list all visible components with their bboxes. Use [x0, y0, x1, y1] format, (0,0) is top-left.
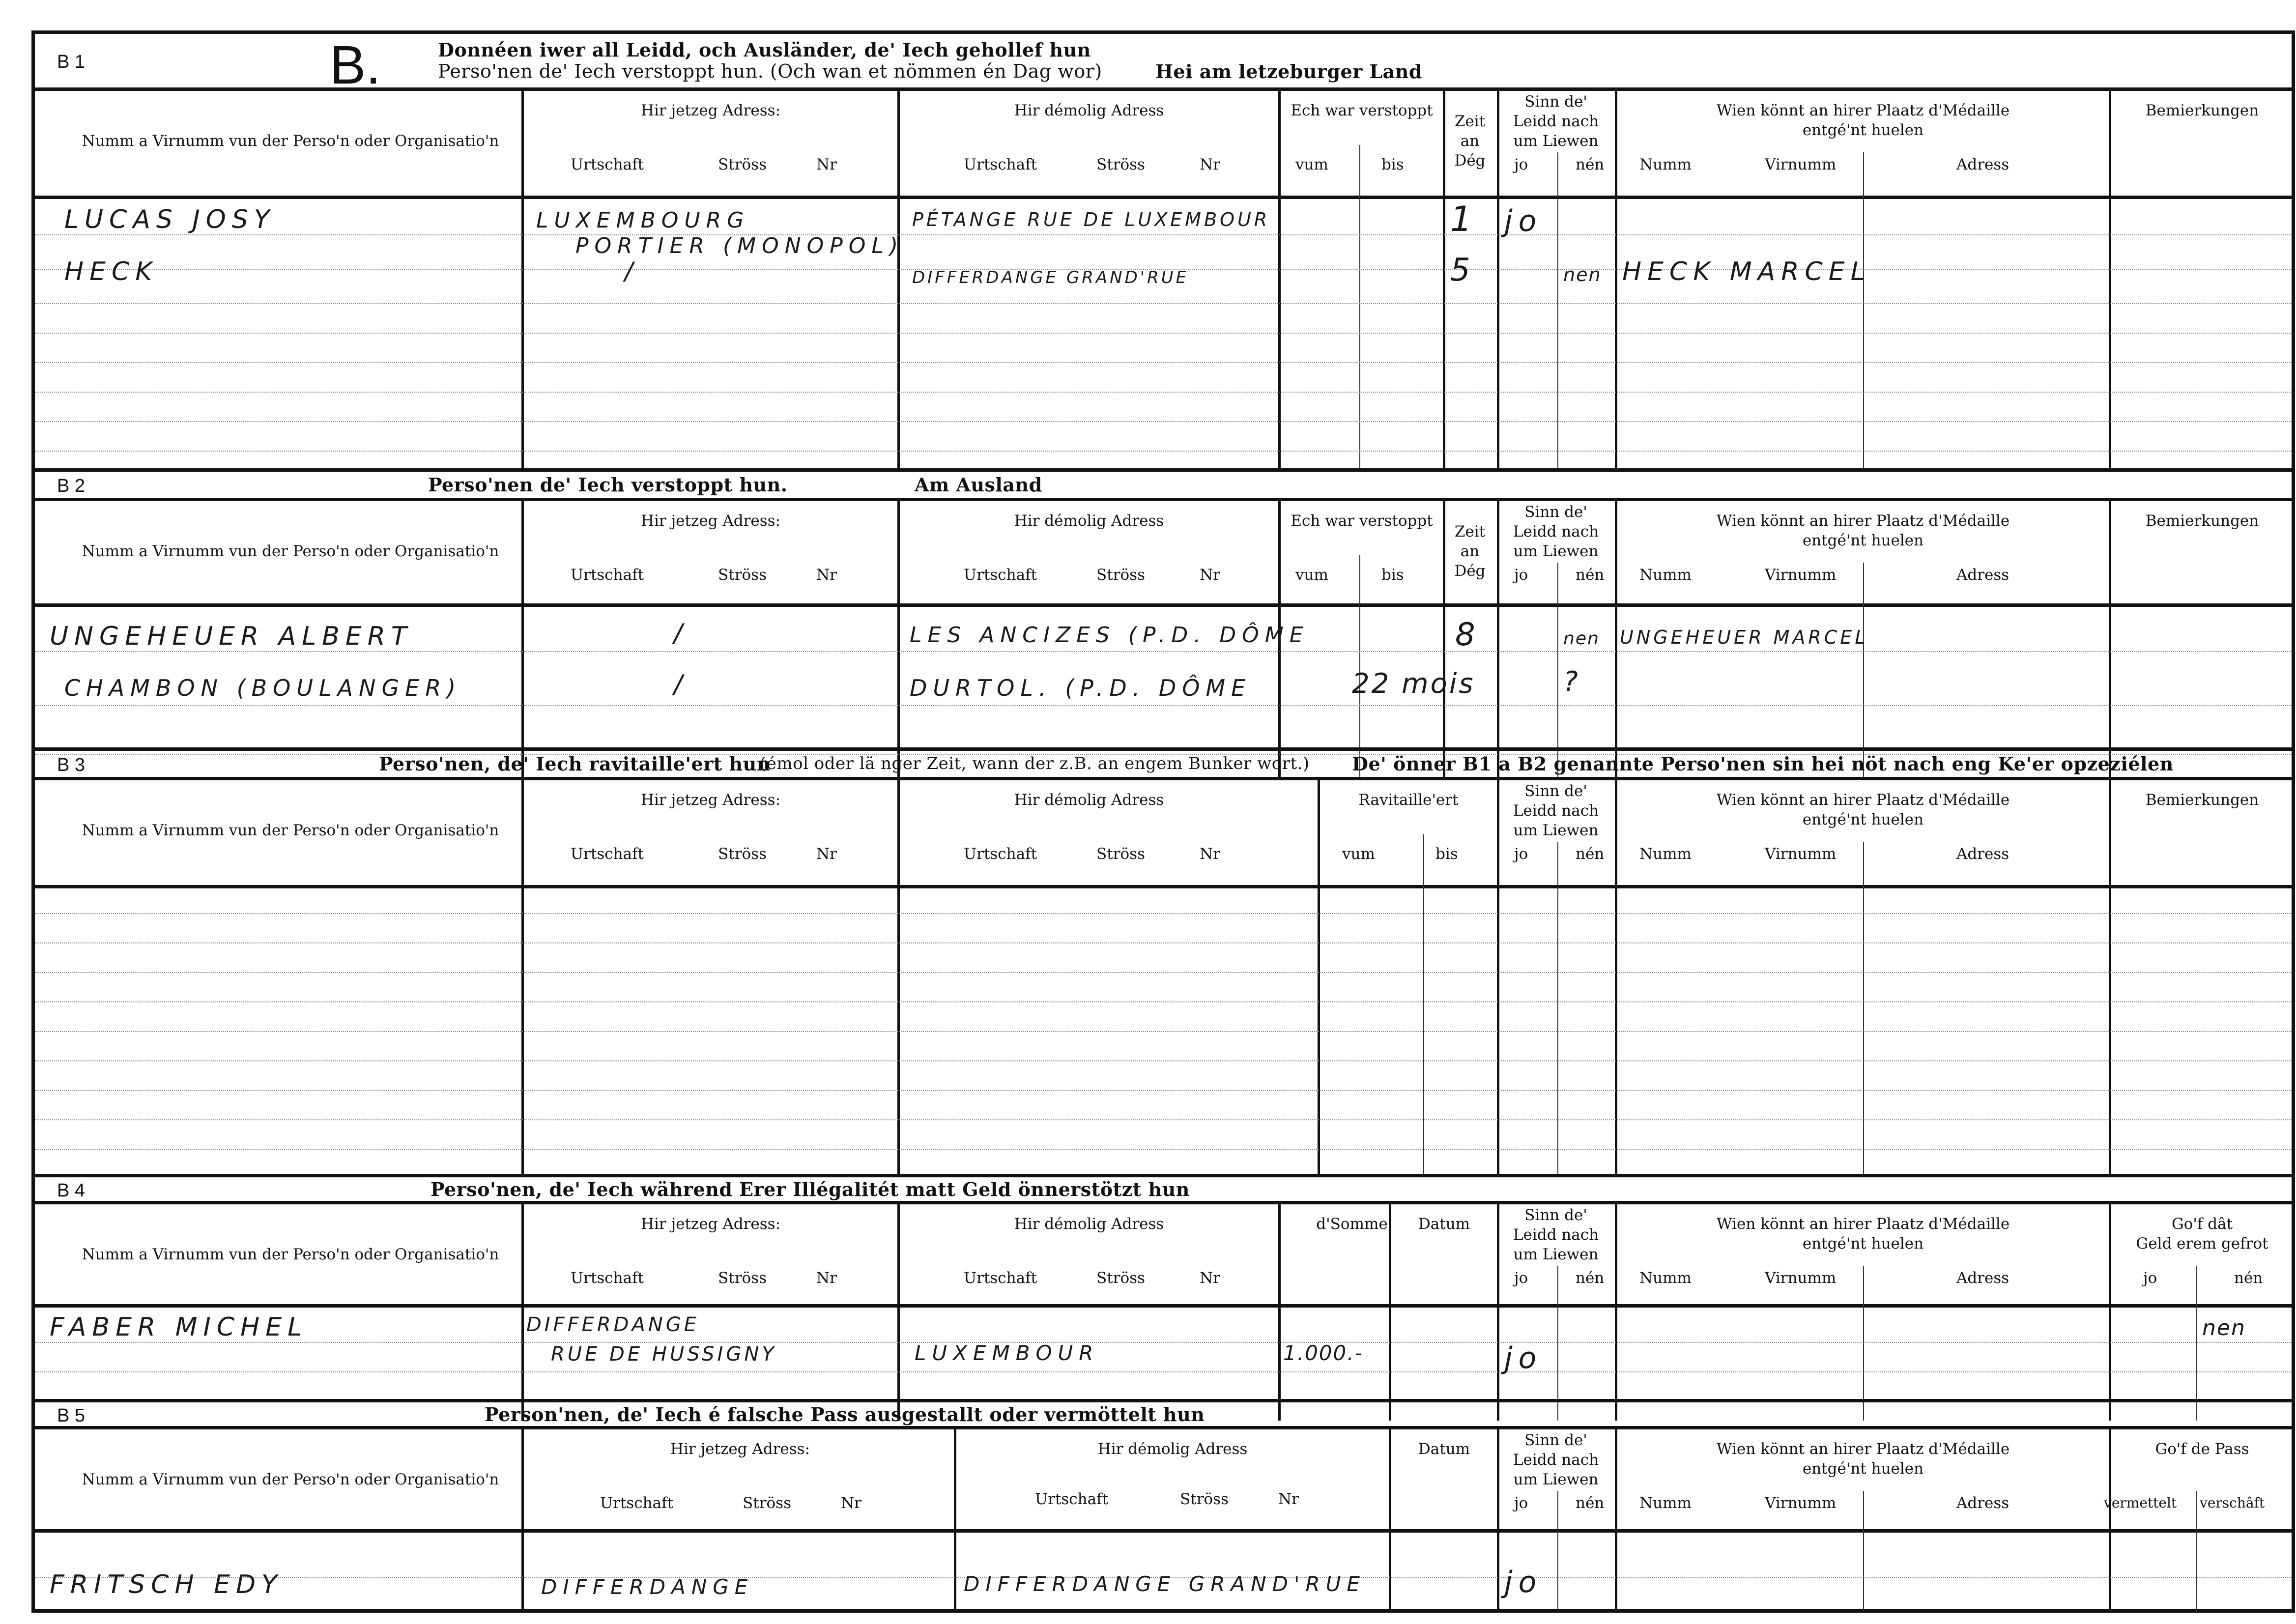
hdr-sinn3: um Liewen [1513, 132, 1599, 150]
hdr-name: Numm a Virnumm vun der Perso'n oder Organisatio'n [82, 132, 499, 150]
hdr-sinn2: Leidd nach [1513, 1226, 1599, 1244]
hdr-nen: nén [2234, 1269, 2263, 1287]
b1-rows [35, 199, 2292, 468]
hdr-sinn1: Sinn de' [1524, 1206, 1587, 1224]
b1-row1-name: LUCAS JOSY [64, 205, 276, 234]
hdr-nen: nén [1576, 1269, 1605, 1287]
b5-row-alive: jo [1504, 1565, 1543, 1599]
b4-row-prev: LUXEMBOUR [915, 1341, 1099, 1365]
hdr-nr: Nr [1200, 156, 1220, 173]
hdr-sinn1: Sinn de' [1524, 503, 1587, 521]
hdr-adress: Adress [1956, 845, 2009, 863]
hdr-jo: jo [1514, 1494, 1528, 1512]
hdr-medal1: Wien könnt an hirer Plaatz d'Médaille [1716, 1440, 2010, 1458]
hdr-stross: Ströss [718, 566, 767, 584]
hdr-sinn2: Leidd nach [1513, 523, 1599, 541]
hdr-hidden: Ech war verstoppt [1291, 102, 1433, 119]
hdr-numm: Numm [1639, 845, 1692, 863]
b5-rows [35, 1533, 2292, 1611]
hdr-nr: Nr [816, 156, 837, 173]
hdr-prev-addr: Hir démolig Adress [1014, 512, 1164, 530]
b5-row-prev: DIFFERDANGE GRAND'RUE [964, 1572, 1366, 1596]
hdr-zeit2: an [1460, 542, 1480, 560]
b1-code: B 1 [57, 52, 86, 72]
hdr-adress: Adress [1956, 1269, 2009, 1287]
hdr-ravit: Ravitaille'ert [1358, 791, 1459, 809]
b5-header [35, 1429, 2292, 1533]
hdr-urtschaft: Urtschaft [571, 156, 644, 173]
hdr-sinn3: um Liewen [1513, 542, 1599, 560]
hdr-urtschaft: Urtschaft [964, 156, 1037, 173]
hdr-medal2: entgé'nt huelen [1802, 1460, 1924, 1478]
hdr-vum: vum [1342, 845, 1375, 863]
b2-title1: Perso'nen de' Iech verstoppt hun. [428, 474, 788, 496]
hdr-sinn1: Sinn de' [1524, 93, 1587, 111]
b2-row1-cur: / [674, 619, 689, 648]
b3-title3: De' önner B1 a B2 genannte Perso'nen sin hei nöt nach eng Ke'er opzeziélen [1352, 753, 2174, 775]
hdr-urtschaft: Urtschaft [964, 566, 1037, 584]
hdr-nr: Nr [816, 1269, 837, 1287]
b3-rows [35, 888, 2292, 1176]
hdr-medal1: Wien könnt an hirer Plaatz d'Médaille [1716, 1215, 2010, 1233]
b1-big-letter: B. [330, 35, 381, 95]
hdr-virnumm: Virnumm [1765, 1494, 1837, 1512]
b4-row-cur1: DIFFERDANGE [526, 1313, 700, 1336]
hdr-name: Numm a Virnumm vun der Perso'n oder Organisatio'n [82, 1471, 499, 1488]
hdr-virnumm: Virnumm [1765, 845, 1837, 863]
b5-title1: Person'nen, de' Iech é falsche Pass ausgestallt oder vermöttelt hun [485, 1403, 1205, 1425]
hdr-gofpass: Go'f de Pass [2155, 1440, 2249, 1458]
hdr-medal1: Wien könnt an hirer Plaatz d'Médaille [1716, 791, 2010, 809]
hdr-stross: Ströss [743, 1494, 791, 1512]
b3-title1: Perso'nen, de' Iech ravitaille'ert hun [379, 753, 771, 775]
hdr-hidden: Ech war verstoppt [1291, 512, 1433, 530]
b1-row2-days: 5 [1450, 252, 1476, 288]
b2-row1-alive: nen [1563, 628, 1600, 649]
b4-titlebar [35, 1177, 2292, 1204]
hdr-name: Numm a Virnumm vun der Perso'n oder Organisatio'n [82, 1246, 499, 1263]
hdr-stross: Ströss [718, 1269, 767, 1287]
hdr-jo: jo [2143, 1269, 2157, 1287]
b1-row2-cur1: / [625, 257, 639, 285]
b2-row2-alive: ? [1563, 666, 1584, 698]
b2-row2-prev: DURTOL. (P.D. DÔME [910, 675, 1252, 701]
b1-row1-days: 1 [1450, 199, 1478, 239]
hdr-remarks: Bemierkungen [2145, 791, 2259, 809]
hdr-cur-addr: Hir jetzeg Adress: [640, 791, 781, 809]
b2-header [35, 501, 2292, 607]
hdr-name: Numm a Virnumm vun der Perso'n oder Organisatio'n [82, 542, 499, 560]
hdr-zeit3: Dég [1454, 152, 1486, 170]
b5-code: B 5 [57, 1405, 86, 1426]
hdr-zeit1: Zeit [1454, 523, 1486, 541]
hdr-sinn2: Leidd nach [1513, 802, 1599, 820]
hdr-sinn2: Leidd nach [1513, 113, 1599, 130]
hdr-bis: bis [1435, 845, 1458, 863]
b1-titlebar [35, 34, 2292, 95]
hdr-virnumm: Virnumm [1765, 566, 1837, 584]
hdr-numm: Numm [1639, 566, 1692, 584]
hdr-adress: Adress [1956, 1494, 2009, 1512]
b2-row2-cur: / [674, 670, 689, 699]
b4-row-name: FABER MICHEL [50, 1312, 308, 1342]
hdr-sinn3: um Liewen [1513, 1471, 1599, 1488]
hdr-gofgeld1: Go'f dât [2171, 1215, 2233, 1233]
hdr-medal2: entgé'nt huelen [1802, 1235, 1924, 1253]
hdr-urtschaft: Urtschaft [964, 845, 1037, 863]
hdr-prev-addr: Hir démolig Adress [1014, 102, 1164, 119]
b3-title2: (émol oder lä nger Zeit, wann der z.B. an engem Bunker wort.) [760, 754, 1310, 773]
b2-row1-prev: LES ANCIZES (P.D. DÔME [910, 623, 1309, 648]
b3-titlebar [35, 751, 2292, 780]
hdr-vermettelt: vermettelt [2104, 1495, 2177, 1511]
b4-row-cur2: RUE DE HUSSIGNY [551, 1343, 777, 1366]
hdr-medal2: entgé'nt huelen [1802, 121, 1924, 139]
hdr-stross: Ströss [718, 156, 767, 173]
b4-row-alive: jo [1504, 1341, 1543, 1375]
hdr-gofgeld2: Geld erem gefrot [2136, 1235, 2268, 1253]
hdr-vum: vum [1295, 566, 1328, 584]
b4-row-sum: 1.000.- [1283, 1341, 1363, 1365]
b2-row1-medal-name: UNGEHEUER MARCEL [1620, 627, 1868, 648]
b2-title2: Am Ausland [915, 474, 1042, 496]
hdr-medal1: Wien könnt an hirer Plaatz d'Médaille [1716, 102, 2010, 119]
b2-row1-days: 8 [1455, 617, 1481, 653]
hdr-jo: jo [1514, 566, 1528, 584]
hdr-nr: Nr [1200, 845, 1220, 863]
hdr-cur-addr: Hir jetzeg Adress: [640, 512, 781, 530]
b2-row2-duration: 22 mois [1352, 668, 1475, 700]
hdr-sinn1: Sinn de' [1524, 782, 1587, 800]
b1-row1-cur1: LUXEMBOURG [536, 208, 750, 233]
hdr-somme: d'Somme [1316, 1215, 1388, 1233]
b1-header [35, 91, 2292, 199]
hdr-urtschaft: Urtschaft [571, 845, 644, 863]
hdr-adress: Adress [1956, 566, 2009, 584]
form-page [31, 30, 2295, 1613]
hdr-sinn3: um Liewen [1513, 822, 1599, 839]
hdr-nen: nén [1576, 566, 1605, 584]
hdr-numm: Numm [1639, 1269, 1692, 1287]
b4-code: B 4 [57, 1180, 86, 1201]
hdr-nr: Nr [1278, 1490, 1299, 1508]
hdr-datum: Datum [1418, 1215, 1470, 1233]
b2-code: B 2 [57, 476, 86, 496]
hdr-virnumm: Virnumm [1765, 1269, 1837, 1287]
b1-row2-name: HECK [64, 257, 158, 286]
b1-row2-prev: DIFFERDANGE GRAND'RUE [912, 268, 1189, 287]
hdr-jo: jo [1514, 1269, 1528, 1287]
hdr-remarks: Bemierkungen [2145, 512, 2259, 530]
b5-row-name: FRITSCH EDY [50, 1570, 283, 1599]
hdr-urtschaft: Urtschaft [964, 1269, 1037, 1287]
b1-row2-medal-name: HECK MARCEL [1622, 257, 1871, 286]
hdr-cur-addr: Hir jetzeg Adress: [640, 102, 781, 119]
hdr-nen: nén [1576, 1494, 1605, 1512]
b3-code: B 3 [57, 755, 86, 775]
b1-title-line3: Hei am letzeburger Land [1155, 60, 1422, 83]
hdr-numm: Numm [1639, 1494, 1692, 1512]
b3-header [35, 780, 2292, 888]
hdr-nr: Nr [841, 1494, 861, 1512]
hdr-medal2: entgé'nt huelen [1802, 532, 1924, 549]
hdr-adress: Adress [1956, 156, 2009, 173]
hdr-verschaft: verschâft [2200, 1495, 2265, 1511]
hdr-urtschaft: Urtschaft [571, 1269, 644, 1287]
hdr-bis: bis [1381, 156, 1404, 173]
b1-row1-alive: jo [1504, 204, 1543, 238]
hdr-remarks: Bemierkungen [2145, 102, 2259, 119]
hdr-urtschaft: Urtschaft [1035, 1490, 1109, 1508]
b1-row2-alive: nen [1563, 264, 1602, 285]
hdr-numm: Numm [1639, 156, 1692, 173]
b2-row1-name: UNGEHEUER ALBERT [50, 622, 413, 651]
hdr-vum: vum [1295, 156, 1328, 173]
hdr-nen: nén [1576, 156, 1605, 173]
hdr-jo: jo [1514, 845, 1528, 863]
hdr-prev-addr: Hir démolig Adress [1014, 1215, 1164, 1233]
hdr-zeit2: an [1460, 132, 1480, 150]
b4-row-gift: nen [2202, 1315, 2246, 1340]
hdr-stross: Ströss [1096, 156, 1145, 173]
hdr-stross: Ströss [1096, 845, 1145, 863]
b2-row2-name: CHAMBON (BOULANGER) [64, 675, 462, 701]
hdr-nr: Nr [816, 566, 837, 584]
hdr-name: Numm a Virnumm vun der Perso'n oder Organisatio'n [82, 822, 499, 839]
b1-title-line2: Perso'nen de' Iech verstoppt hun. (Och wan et nömmen én Dag wor) [438, 60, 1102, 82]
hdr-nr: Nr [816, 845, 837, 863]
hdr-stross: Ströss [718, 845, 767, 863]
hdr-stross: Ströss [1096, 566, 1145, 584]
hdr-nr: Nr [1200, 566, 1220, 584]
hdr-sinn1: Sinn de' [1524, 1431, 1587, 1449]
hdr-sinn2: Leidd nach [1513, 1451, 1599, 1469]
hdr-sinn3: um Liewen [1513, 1246, 1599, 1263]
hdr-stross: Ströss [1096, 1269, 1145, 1287]
hdr-zeit3: Dég [1454, 562, 1486, 580]
hdr-stross: Ströss [1180, 1490, 1229, 1508]
hdr-medal1: Wien könnt an hirer Plaatz d'Médaille [1716, 512, 2010, 530]
hdr-urtschaft: Urtschaft [571, 566, 644, 584]
b1-title-line1: Donnéen iwer all Leidd, och Ausländer, de' Iech gehollef hun [438, 39, 1091, 61]
hdr-datum: Datum [1418, 1440, 1470, 1458]
hdr-urtschaft: Urtschaft [600, 1494, 674, 1512]
hdr-virnumm: Virnumm [1765, 156, 1837, 173]
b2-titlebar [35, 472, 2292, 501]
b5-row-cur: DIFFERDANGE [541, 1575, 754, 1599]
hdr-prev-addr: Hir démolig Adress [1097, 1440, 1248, 1458]
b4-title1: Perso'nen, de' Iech während Erer Illégalitét matt Geld önnerstötzt hun [430, 1178, 1190, 1200]
hdr-nr: Nr [1200, 1269, 1220, 1287]
hdr-medal2: entgé'nt huelen [1802, 811, 1924, 828]
hdr-cur-addr: Hir jetzeg Adress: [640, 1215, 781, 1233]
b1-row1-cur2: PORTIER (MONOPOL) [575, 233, 904, 258]
hdr-cur-addr: Hir jetzeg Adress: [670, 1440, 810, 1458]
b4-header [35, 1204, 2292, 1308]
b1-row1-prev: PÉTANGE RUE DE LUXEMBOUR [912, 209, 1270, 230]
b5-titlebar [35, 1402, 2292, 1429]
hdr-zeit1: Zeit [1454, 113, 1486, 130]
hdr-jo: jo [1514, 156, 1528, 173]
hdr-prev-addr: Hir démolig Adress [1014, 791, 1164, 809]
hdr-nen: nén [1576, 845, 1605, 863]
hdr-bis: bis [1381, 566, 1404, 584]
